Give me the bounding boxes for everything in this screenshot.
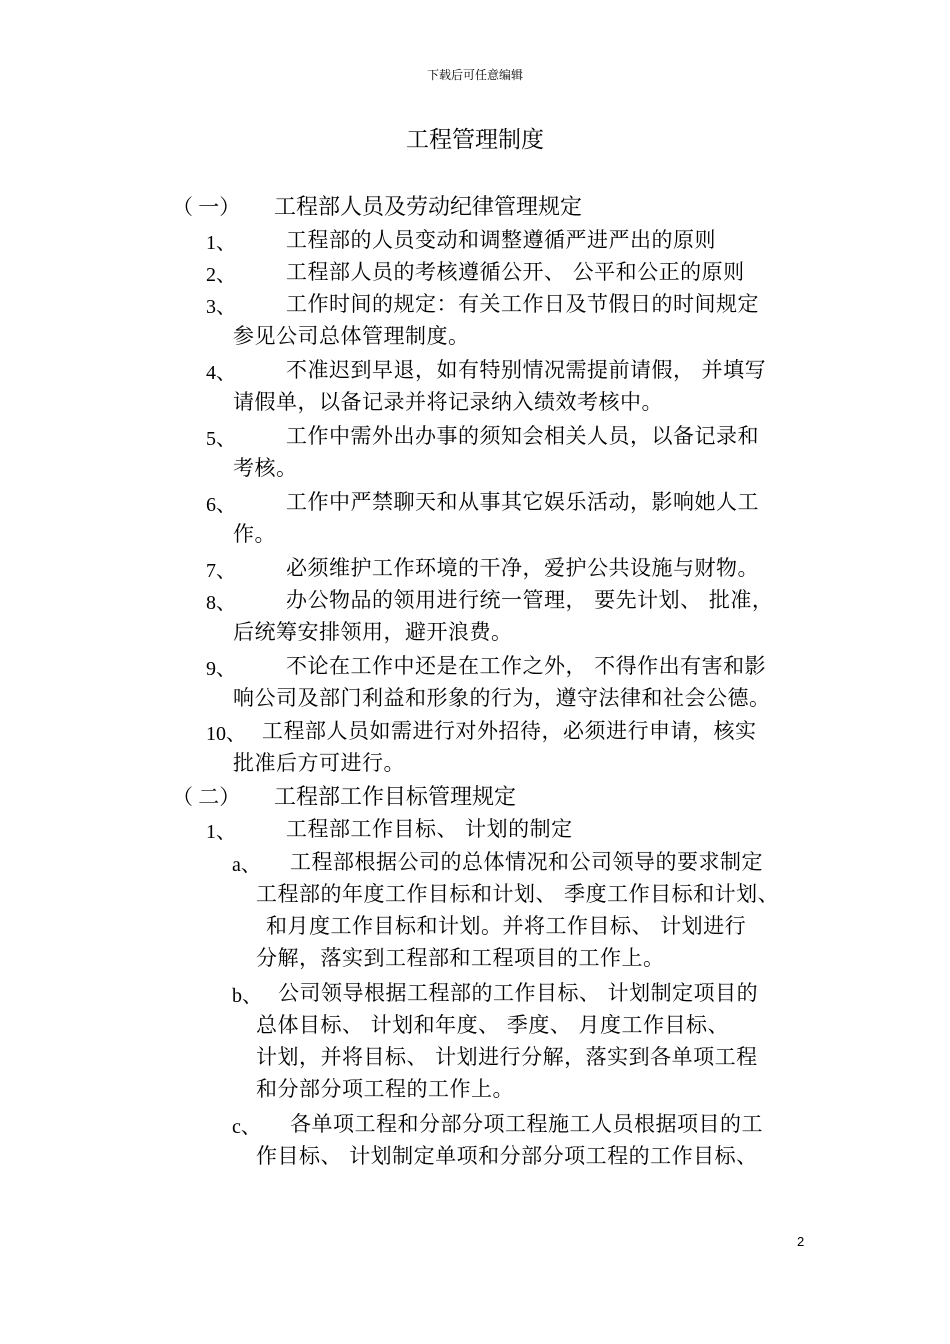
list-item-text: 工作时间的规定：有关工作日及节假日的时间规定 — [286, 292, 759, 316]
list-item-text: 不准迟到早退，如有特别情况需提前请假， 并填写 — [286, 358, 767, 382]
sub-item-letter: c、 — [232, 1116, 261, 1138]
section-heading: 工程部工作目标管理规定 — [274, 785, 517, 810]
sub-item-text: 工程部的年度工作目标和计划、 季度工作目标和计划、 — [256, 882, 780, 906]
sub-item-letter: a、 — [232, 854, 261, 876]
page-header: 下载后可任意编辑 — [426, 68, 523, 82]
list-item-text: 考核。 — [233, 456, 298, 480]
list-item-text: 工作中需外出办事的须知会相关人员，以备记录和 — [286, 424, 759, 448]
sub-item-text: 和月度工作目标和计划。并将工作目标、 计划进行 — [266, 914, 747, 938]
list-item-text: 工程部人员如需进行对外招待，必须进行申请，核实 — [262, 719, 757, 743]
list-item-text: 必须维护工作环境的干净，爱护公共设施与财物。 — [286, 556, 759, 580]
list-item-number: 7、 — [206, 560, 236, 582]
sub-item-text: 总体目标、 计划和年度、 季度、 月度工作目标、 — [256, 1013, 730, 1037]
list-item-text: 批准后方可进行。 — [233, 751, 405, 775]
list-item-number: 8、 — [206, 592, 236, 614]
list-item-number: 9、 — [206, 658, 236, 680]
sub-item-text: 各单项工程和分部分项工程施工人员根据项目的工 — [290, 1112, 763, 1136]
list-item-text: 后统筹安排领用，避开浪费。 — [233, 620, 513, 644]
sub-item-text: 分解，落实到工程部和工程项目的工作上。 — [256, 946, 665, 970]
list-item-number: 2、 — [206, 264, 236, 286]
list-item-text: 工程部的人员变动和调整遵循严进严出的原则 — [286, 228, 716, 252]
sub-item-letter: b、 — [232, 985, 262, 1007]
list-item-number: 4、 — [206, 362, 236, 384]
list-item-text: 工程部工作目标、 计划的制定 — [286, 817, 573, 841]
sub-item-text: 公司领导根据工程部的工作目标、 计划制定项目的 — [278, 981, 759, 1005]
list-item-text: 参见公司总体管理制度。 — [233, 324, 470, 348]
list-item-number: 6、 — [206, 494, 236, 516]
list-item-number: 3、 — [206, 296, 236, 318]
sub-item-text: 计划，并将目标、 计划进行分解，落实到各单项工程 — [256, 1045, 758, 1069]
page-number: 2 — [797, 1234, 805, 1249]
list-item-text: 办公物品的领用进行统一管理， 要先计划、 批准， — [286, 588, 774, 612]
list-item-text: 请假单，以备记录并将记录纳入绩效考核中。 — [233, 390, 663, 414]
list-item-number: 1、 — [206, 821, 236, 843]
list-item-number: 1、 — [206, 232, 236, 254]
section-heading: 工程部人员及劳动纪律管理规定 — [274, 195, 583, 220]
list-item-number: 5、 — [206, 428, 236, 450]
sub-item-text: 作目标、 计划制定单项和分部分项工程的工作目标、 — [256, 1144, 758, 1168]
sub-item-text: 和分部分项工程的工作上。 — [256, 1077, 514, 1101]
list-item-text: 不论在工作中还是在工作之外， 不得作出有害和影 — [286, 654, 767, 678]
list-item-text: 作。 — [233, 522, 276, 546]
list-item-number: 10、 — [206, 723, 246, 745]
document-title: 工程管理制度 — [406, 127, 544, 153]
list-item-text: 工程部人员的考核遵循公开、 公平和公正的原则 — [286, 260, 745, 284]
sub-item-text: 工程部根据公司的总体情况和公司领导的要求制定 — [290, 850, 763, 874]
section-number: （ 二） — [172, 785, 241, 809]
section-number: （ 一） — [172, 195, 241, 219]
list-item-text: 工作中严禁聊天和从事其它娱乐活动，影响她人工 — [286, 490, 759, 514]
list-item-text: 响公司及部门利益和形象的行为，遵守法律和社会公德。 — [233, 686, 771, 710]
